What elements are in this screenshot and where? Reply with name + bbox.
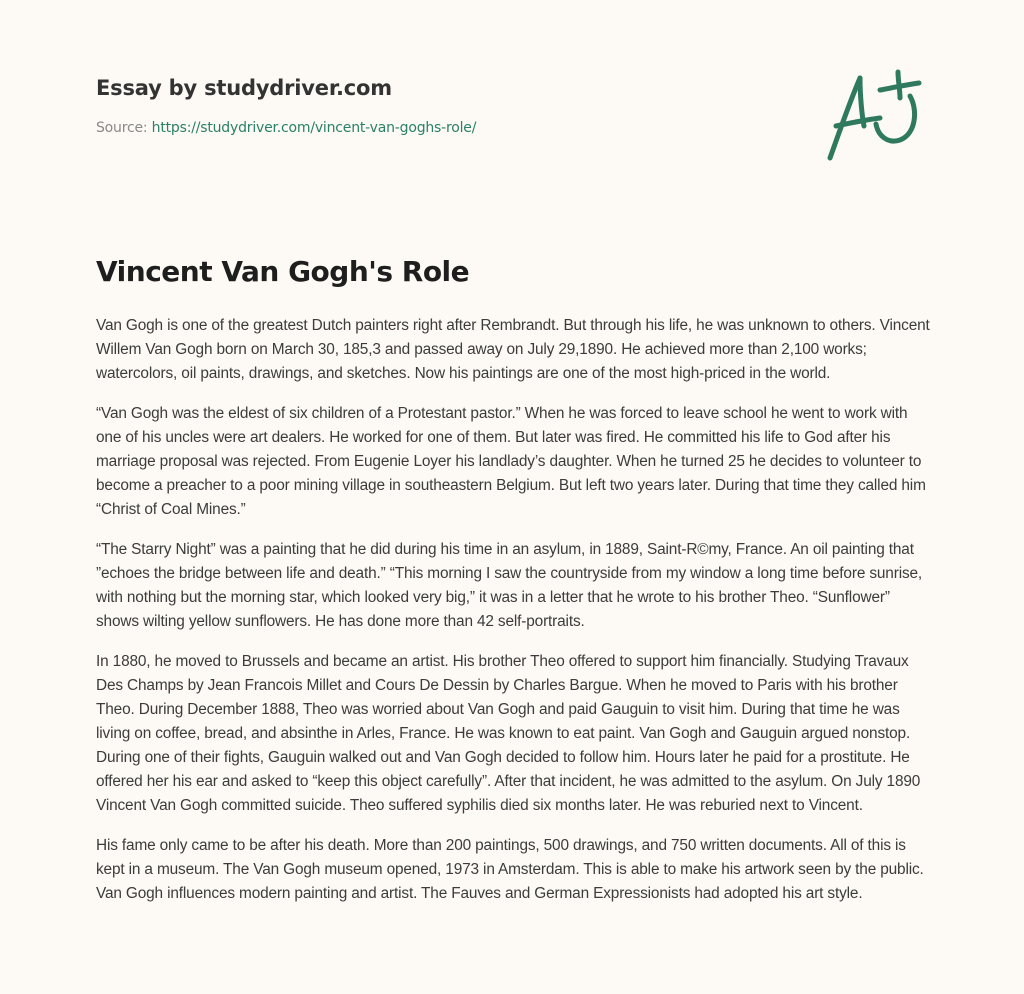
a-plus-grade-icon <box>822 66 932 166</box>
essay-body <box>96 314 932 922</box>
essay-paragraph-3: “The Starry Night” was a painting that he did during his time in an asylum, in 1889, Saint-R©my, France. An oil painting that ”echoes the bridge between life and death.” “This morning I saw the countryside from my window a long time before sunrise, with nothing but the morning star, which looked very big,” it was in a letter that he wrote to his brother Theo. “Sunflower” shows wilting yellow sunflowers. He has done more than 42 self-portraits. <box>96 541 923 630</box>
source-line <box>96 120 936 136</box>
essay-paragraph-5: His fame only came to be after his death. More than 200 paintings, 500 drawings, and 750 written documents. All of this is kept in a museum. The Van Gogh museum opened, 1973 in Amsterdam. This is able to make his artwork seen by the public. Van Gogh influences modern painting and artist. The Fauves and German Expressionists had adopted his art style. <box>96 837 924 902</box>
source-link[interactable]: https://studydriver.com/vincent-van-goghs-role/ <box>151 120 477 136</box>
essay-paragraph-2: “Van Gogh was the eldest of six children of a Protestant pastor.” When he was forced to leave school he went to work with one of his uncles were art dealers. He worked for one of them. But later was fired. He committed his life to God after his marriage proposal was rejected. From Eugenie Loyer his landlady’s daughter. When he turned 25 he decides to volunteer to become a preacher to a poor mining village in southeastern Belgium. But left two years later. During that time they called him “Christ of Coal Mines.” <box>96 405 926 518</box>
site-header <box>96 76 936 136</box>
essay-paragraph-1: Van Gogh is one of the greatest Dutch painters right after Rembrandt. But through his life, he was unknown to others. Vincent Willem Van Gogh born on March 30, 185,3 and passed away on July 29,1890. He achieved more than 2,100 works; watercolors, oil paints, drawings, and sketches. Now his paintings are one of the most high-priced in the world. <box>96 317 930 382</box>
brand-title: Essay by studydriver.com <box>96 76 392 100</box>
essay-paragraph-4: In 1880, he moved to Brussels and became an artist. His brother Theo offered to support him financially. Studying Travaux Des Champs by Jean Francois Millet and Cours De Dessin by Charles Bargue. When he moved to Paris with his brother Theo. During December 1888, Theo was worried about Van Gogh and paid Gauguin to visit him. During that time he was living on coffee, bread, and absinthe in Arles, France. He was known to eat paint. Van Gogh and Gauguin argued nonstop. During one of their fights, Gauguin walked out and Van Gogh decided to follow him. Hours later he paid for a prostitute. He offered her his ear and asked to “keep this object carefully”. After that incident, he was admitted to the asylum. On July 1890 Vincent Van Gogh committed suicide. Theo suffered syphilis died six months later. He was reburied next to Vincent. <box>96 653 921 814</box>
source-label: Source: <box>96 120 148 136</box>
page-title: Vincent Van Gogh's Role <box>96 255 470 288</box>
